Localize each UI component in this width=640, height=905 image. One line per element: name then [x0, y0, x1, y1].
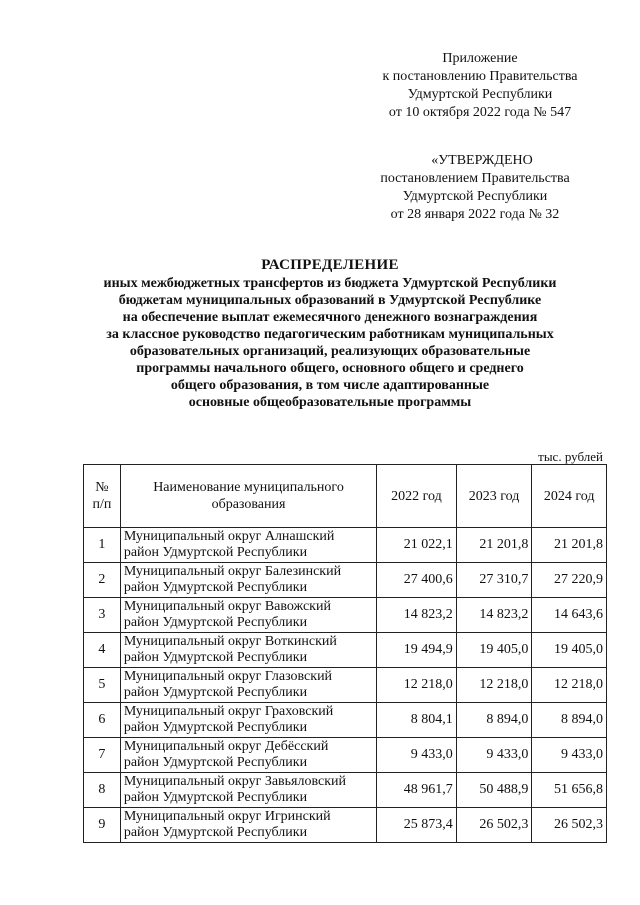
row-municipality-line: район Удмуртской Республики: [123, 580, 308, 595]
approved-line: постановлением Правительства: [380, 171, 570, 186]
row-municipality-line: район Удмуртской Республики: [123, 825, 308, 840]
row-value-2022: 21 022,1: [377, 528, 457, 563]
table-row: [84, 633, 607, 668]
row-value-2022: 25 873,4: [377, 808, 457, 843]
title-line: общего образования, в том числе адаптированные: [170, 378, 490, 393]
row-value-2024: 8 894,0: [532, 703, 607, 738]
title-main: РАСПРЕДЕЛЕНИЕ: [261, 257, 399, 273]
row-num: 8: [84, 773, 121, 808]
table-row: [84, 563, 607, 598]
approved-line: «УТВЕРЖДЕНО: [431, 153, 533, 168]
header-name-line: Наименование муниципального: [153, 480, 344, 495]
row-num: 1: [84, 528, 121, 563]
row-municipality-line: Муниципальный округ Вавожский: [123, 599, 331, 614]
table-row: [84, 808, 607, 843]
row-municipality: [120, 528, 376, 563]
row-value-2024: 51 656,8: [532, 773, 607, 808]
header-2024: 2024 год: [532, 465, 607, 528]
row-municipality: [120, 633, 376, 668]
row-value-2023: 26 502,3: [456, 808, 532, 843]
row-num: 6: [84, 703, 121, 738]
row-municipality-line: Муниципальный округ Граховский: [123, 704, 334, 719]
appendix-line: Приложение: [442, 51, 518, 66]
approved-header: [355, 152, 595, 224]
row-value-2022: 14 823,2: [377, 598, 457, 633]
header-2022: 2022 год: [377, 465, 457, 528]
row-value-2023: 8 894,0: [456, 703, 532, 738]
row-value-2024: 27 220,9: [532, 563, 607, 598]
row-municipality-line: Муниципальный округ Алнашский: [123, 529, 335, 544]
title-line: основные общеобразовательные программы: [188, 395, 472, 410]
row-value-2023: 9 433,0: [456, 738, 532, 773]
row-num: 9: [84, 808, 121, 843]
row-municipality-line: район Удмуртской Республики: [123, 685, 308, 700]
table-header-row: [84, 465, 607, 528]
row-value-2023: 14 823,2: [456, 598, 532, 633]
title-line: на обеспечение выплат ежемесячного денежного вознаграждения: [122, 310, 538, 325]
approved-line: Удмуртской Республики: [402, 189, 548, 204]
title-line: образовательных организаций, реализующих образовательные: [129, 344, 531, 359]
row-municipality-line: Муниципальный округ Дебёсский: [123, 739, 329, 754]
header-num-line: п/п: [92, 497, 112, 512]
appendix-line: от 10 октября 2022 года № 547: [388, 105, 572, 120]
table-row: [84, 598, 607, 633]
row-municipality-line: Муниципальный округ Глазовский: [123, 669, 333, 684]
title-line: иных межбюджетных трансфертов из бюджета Удмуртской Республики: [103, 276, 557, 291]
row-municipality-line: район Удмуртской Республики: [123, 755, 308, 770]
header-name: [120, 465, 376, 528]
units-label: тыс. рублей: [538, 449, 603, 464]
row-municipality: [120, 563, 376, 598]
table-row: [84, 668, 607, 703]
row-value-2024: 14 643,6: [532, 598, 607, 633]
row-municipality-line: район Удмуртской Республики: [123, 720, 308, 735]
row-value-2023: 12 218,0: [456, 668, 532, 703]
row-municipality: [120, 773, 376, 808]
row-municipality-line: район Удмуртской Республики: [123, 650, 308, 665]
header-num-line: №: [95, 480, 109, 495]
row-municipality: [120, 598, 376, 633]
row-num: 2: [84, 563, 121, 598]
title-line: программы начального общего, основного общего и среднего: [136, 361, 524, 376]
row-value-2022: 12 218,0: [377, 668, 457, 703]
table-row: [84, 773, 607, 808]
row-municipality: [120, 738, 376, 773]
row-value-2024: 21 201,8: [532, 528, 607, 563]
row-municipality-line: район Удмуртской Республики: [123, 615, 308, 630]
row-municipality-line: Муниципальный округ Воткинский: [123, 634, 337, 649]
row-municipality: [120, 703, 376, 738]
table-row: [84, 703, 607, 738]
row-value-2023: 50 488,9: [456, 773, 532, 808]
row-value-2022: 19 494,9: [377, 633, 457, 668]
row-value-2022: 27 400,6: [377, 563, 457, 598]
title-line: за классное руководство педагогическим работникам муниципальных: [106, 327, 554, 342]
row-value-2022: 48 961,7: [377, 773, 457, 808]
header-name-line: образования: [211, 497, 286, 512]
row-municipality-line: Муниципальный округ Игринский: [123, 809, 331, 824]
row-municipality: [120, 808, 376, 843]
row-value-2024: 12 218,0: [532, 668, 607, 703]
header-num: [84, 465, 121, 528]
table-row: [84, 738, 607, 773]
row-value-2023: 27 310,7: [456, 563, 532, 598]
row-municipality: [120, 668, 376, 703]
approved-line: от 28 января 2022 года № 32: [390, 207, 560, 222]
row-num: 7: [84, 738, 121, 773]
row-municipality-line: район Удмуртской Республики: [123, 545, 308, 560]
row-num: 4: [84, 633, 121, 668]
table-row: [84, 528, 607, 563]
row-value-2023: 21 201,8: [456, 528, 532, 563]
document-title: [40, 257, 620, 411]
row-value-2024: 9 433,0: [532, 738, 607, 773]
row-num: 5: [84, 668, 121, 703]
title-line: бюджетам муниципальных образований в Удмуртской Республике: [118, 293, 542, 308]
row-municipality-line: Муниципальный округ Завьяловский: [123, 774, 347, 789]
row-value-2024: 26 502,3: [532, 808, 607, 843]
header-2023: 2023 год: [456, 465, 532, 528]
appendix-line: Удмуртской Республики: [407, 87, 553, 102]
appendix-header: [360, 50, 600, 122]
row-municipality-line: район Удмуртской Республики: [123, 790, 308, 805]
row-municipality-line: Муниципальный округ Балезинский: [123, 564, 342, 579]
distribution-table: [83, 464, 607, 843]
row-value-2023: 19 405,0: [456, 633, 532, 668]
appendix-line: к постановлению Правительства: [382, 69, 578, 84]
row-value-2022: 9 433,0: [377, 738, 457, 773]
row-num: 3: [84, 598, 121, 633]
row-value-2024: 19 405,0: [532, 633, 607, 668]
row-value-2022: 8 804,1: [377, 703, 457, 738]
